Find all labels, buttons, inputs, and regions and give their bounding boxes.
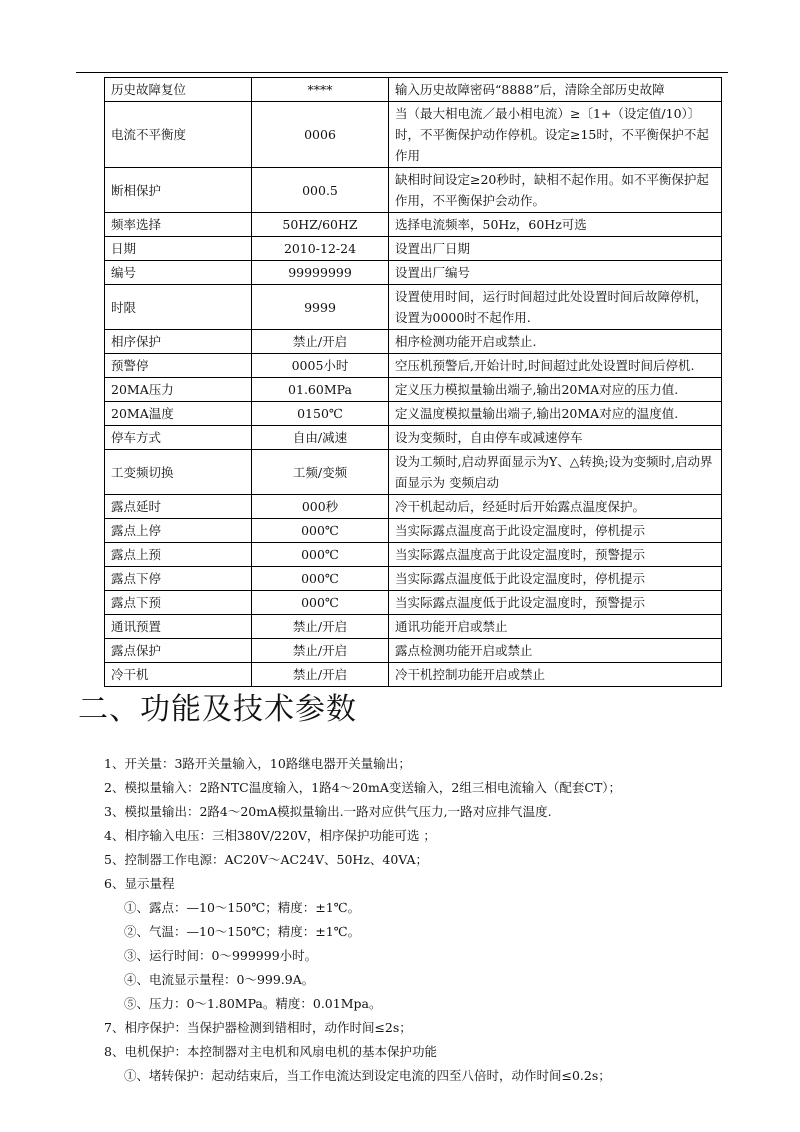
param-value-cell: 99999999 bbox=[252, 261, 389, 285]
section-title: 二、功能及技术参数 bbox=[78, 692, 357, 727]
param-desc-cell: 输入历史故障密码“8888”后，清除全部历史故障 bbox=[389, 78, 722, 102]
param-desc-cell: 设置出厂编号 bbox=[389, 261, 722, 285]
param-desc-cell: 选择电流频率，50Hz，60Hz可选 bbox=[389, 213, 722, 237]
param-desc-cell: 当实际露点温度高于此设定温度时，预警提示 bbox=[389, 543, 722, 567]
param-name-cell: 相序保护 bbox=[105, 330, 252, 354]
param-desc-cell: 设为变频时，自由停车或减速停车 bbox=[389, 426, 722, 450]
param-value-cell: 000秒 bbox=[252, 495, 389, 519]
table-row bbox=[105, 78, 722, 102]
table-row bbox=[105, 591, 722, 615]
param-desc-cell: 通讯功能开启或禁止 bbox=[389, 615, 722, 639]
param-value-cell: 000℃ bbox=[252, 567, 389, 591]
table-row bbox=[105, 543, 722, 567]
param-name-cell: 频率选择 bbox=[105, 213, 252, 237]
param-value-cell: 000℃ bbox=[252, 591, 389, 615]
param-desc-cell: 冷干机控制功能开启或禁止 bbox=[389, 663, 722, 687]
parameter-table bbox=[104, 77, 722, 687]
param-desc-cell: 当（最大相电流／最小相电流）≥〔1+（设定值/10）〕时，不平衡保护动作停机。设定≥15时，不平衡保护不起作用 bbox=[389, 102, 722, 168]
param-value-cell: 000.5 bbox=[252, 168, 389, 213]
table-row bbox=[105, 426, 722, 450]
feature-subitem: ②、气温：—10～150℃；精度：±1℃。 bbox=[124, 924, 361, 939]
param-value-cell: 01.60MPa bbox=[252, 378, 389, 402]
param-desc-cell: 露点检测功能开启或禁止 bbox=[389, 639, 722, 663]
table-row bbox=[105, 495, 722, 519]
param-value-cell: 000℃ bbox=[252, 519, 389, 543]
param-name-cell: 露点延时 bbox=[105, 495, 252, 519]
param-name-cell: 预警停 bbox=[105, 354, 252, 378]
feature-item: 4、相序输入电压：三相380V/220V，相序保护功能可选 ； bbox=[104, 828, 436, 843]
param-desc-cell: 设置使用时间，运行时间超过此处设置时间后故障停机，设置为0000时不起作用. bbox=[389, 285, 722, 330]
table-row bbox=[105, 519, 722, 543]
feature-item: 5、控制器工作电源：AC20V～AC24V、50Hz、40VA； bbox=[104, 852, 429, 867]
param-value-cell: 0006 bbox=[252, 102, 389, 168]
param-value-cell: 禁止/开启 bbox=[252, 639, 389, 663]
param-value-cell: 禁止/开启 bbox=[252, 615, 389, 639]
feature-subitem: ③、运行时间：0～999999小时。 bbox=[124, 948, 318, 963]
feature-subitem: ④、电流显示量程：0～999.9A。 bbox=[124, 972, 315, 987]
param-name-cell: 20MA压力 bbox=[105, 378, 252, 402]
param-name-cell: 日期 bbox=[105, 237, 252, 261]
table-row bbox=[105, 168, 722, 213]
param-value-cell: 50HZ/60HZ bbox=[252, 213, 389, 237]
table-row bbox=[105, 663, 722, 687]
table-row bbox=[105, 354, 722, 378]
param-value-cell: 000℃ bbox=[252, 543, 389, 567]
table-row bbox=[105, 567, 722, 591]
param-desc-cell: 设为工频时,启动界面显示为Y、△转换;设为变频时,启动界面显示为 变频启动 bbox=[389, 450, 722, 495]
feature-item: 7、相序保护：当保护器检测到错相时，动作时间≤2s； bbox=[104, 1020, 412, 1035]
table-row bbox=[105, 102, 722, 168]
param-name-cell: 露点上停 bbox=[105, 519, 252, 543]
table-row bbox=[105, 285, 722, 330]
param-name-cell: 通讯预置 bbox=[105, 615, 252, 639]
param-desc-cell: 定义压力模拟量输出端子,输出20MA对应的压力值. bbox=[389, 378, 722, 402]
parameter-table-body bbox=[105, 78, 722, 687]
table-row bbox=[105, 213, 722, 237]
feature-subitem: ⑤、压力：0～1.80MPa。精度：0.01Mpa。 bbox=[124, 996, 382, 1011]
header-rule bbox=[76, 72, 728, 73]
table-row bbox=[105, 639, 722, 663]
param-desc-cell: 冷干机起动后，经延时后开始露点温度保护。 bbox=[389, 495, 722, 519]
param-name-cell: 工变频切换 bbox=[105, 450, 252, 495]
param-desc-cell: 缺相时间设定≥20秒时，缺相不起作用。如不平衡保护起作用，不平衡保护会动作。 bbox=[389, 168, 722, 213]
param-name-cell: 断相保护 bbox=[105, 168, 252, 213]
feature-subitem: ①、堵转保护：起动结束后，当工作电流达到设定电流的四至八倍时，动作时间≤0.2s； bbox=[124, 1068, 611, 1083]
feature-item: 3、模拟量输出：2路4～20mA模拟量输出.一路对应供气压力,一路对应排气温度. bbox=[104, 804, 552, 819]
feature-item: 6、显示量程 bbox=[104, 876, 175, 891]
table-row bbox=[105, 378, 722, 402]
table-row bbox=[105, 237, 722, 261]
feature-item: 8、电机保护：本控制器对主电机和风扇电机的基本保护功能 bbox=[104, 1044, 437, 1059]
param-value-cell: 工频/变频 bbox=[252, 450, 389, 495]
param-value-cell: 0150℃ bbox=[252, 402, 389, 426]
param-name-cell: 编号 bbox=[105, 261, 252, 285]
param-desc-cell: 定义温度模拟量输出端子,输出20MA对应的温度值. bbox=[389, 402, 722, 426]
param-name-cell: 露点上预 bbox=[105, 543, 252, 567]
param-name-cell: 时限 bbox=[105, 285, 252, 330]
param-name-cell: 露点保护 bbox=[105, 639, 252, 663]
param-value-cell: 0005小时 bbox=[252, 354, 389, 378]
param-name-cell: 历史故障复位 bbox=[105, 78, 252, 102]
param-desc-cell: 当实际露点温度低于此设定温度时，预警提示 bbox=[389, 591, 722, 615]
param-value-cell: 2010-12-24 bbox=[252, 237, 389, 261]
table-row bbox=[105, 261, 722, 285]
feature-item: 1、开关量：3路开关量输入，10路继电器开关量输出； bbox=[104, 756, 411, 771]
param-value-cell: 9999 bbox=[252, 285, 389, 330]
table-row bbox=[105, 402, 722, 426]
param-desc-cell: 空压机预警后,开始计时,时间超过此处设置时间后停机. bbox=[389, 354, 722, 378]
param-name-cell: 冷干机 bbox=[105, 663, 252, 687]
feature-item: 2、模拟量输入：2路NTC温度输入，1路4～20mA变送输入，2组三相电流输入（配套CT）； bbox=[104, 780, 622, 795]
param-name-cell: 露点下预 bbox=[105, 591, 252, 615]
param-name-cell: 停车方式 bbox=[105, 426, 252, 450]
param-name-cell: 露点下停 bbox=[105, 567, 252, 591]
table-row bbox=[105, 450, 722, 495]
feature-subitem: ①、露点：—10～150℃；精度：±1℃。 bbox=[124, 900, 361, 915]
table-row bbox=[105, 615, 722, 639]
param-value-cell: **** bbox=[252, 78, 389, 102]
param-desc-cell: 设置出厂日期 bbox=[389, 237, 722, 261]
feature-list bbox=[104, 752, 744, 1088]
table-row bbox=[105, 330, 722, 354]
param-name-cell: 电流不平衡度 bbox=[105, 102, 252, 168]
param-value-cell: 禁止/开启 bbox=[252, 663, 389, 687]
param-value-cell: 禁止/开启 bbox=[252, 330, 389, 354]
param-value-cell: 自由/减速 bbox=[252, 426, 389, 450]
param-desc-cell: 相序检测功能开启或禁止. bbox=[389, 330, 722, 354]
param-desc-cell: 当实际露点温度低于此设定温度时，停机提示 bbox=[389, 567, 722, 591]
param-desc-cell: 当实际露点温度高于此设定温度时，停机提示 bbox=[389, 519, 722, 543]
param-name-cell: 20MA温度 bbox=[105, 402, 252, 426]
